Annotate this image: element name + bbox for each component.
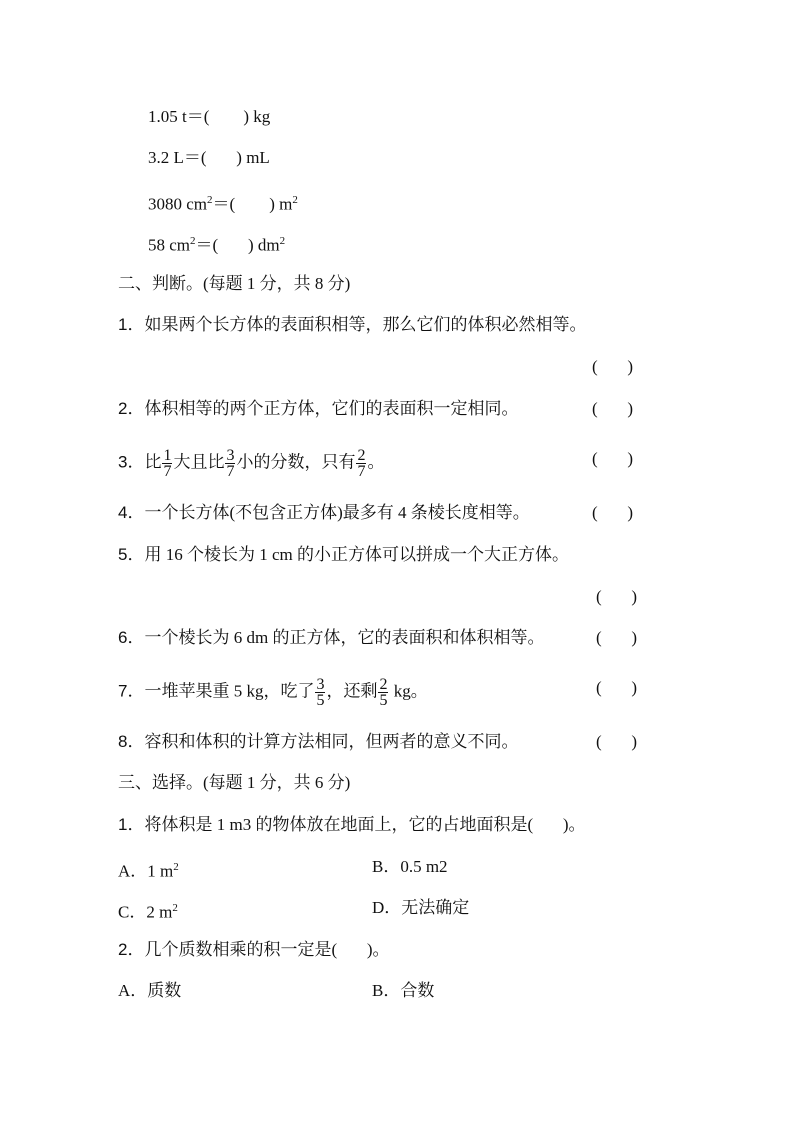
answer-parens-8[interactable]: ( ) <box>596 732 638 751</box>
option-text: C．2 m <box>118 902 173 922</box>
answer-parens-2[interactable]: ( ) <box>592 399 634 418</box>
answer-blank[interactable] <box>218 236 248 255</box>
text: ) m <box>269 194 293 214</box>
item-number: 2． <box>118 940 145 959</box>
conversion-1 <box>148 106 270 128</box>
item-number: 1． <box>118 815 145 834</box>
text: 比 <box>144 452 162 472</box>
denominator: 5 <box>379 692 388 709</box>
item-text: 用 16 个棱长为 1 cm 的小正方体可以拼成一个大正方体。 <box>144 545 569 564</box>
item-text: 几个质数相乘的积一定是( )。 <box>144 940 390 959</box>
choice-question-2 <box>118 939 390 961</box>
text: ＝( <box>195 235 219 255</box>
fraction <box>162 448 172 479</box>
text: ) dm <box>247 235 280 255</box>
conversion-4 <box>148 230 285 257</box>
text: 大且比 <box>173 452 225 472</box>
option-text: A．1 m <box>118 861 174 881</box>
judge-item-6 <box>118 627 544 649</box>
fraction <box>378 677 388 708</box>
text: ) kg <box>243 107 271 126</box>
item-text: 将体积是 1 m3 的物体放在地面上，它的占地面积是( )。 <box>144 815 586 834</box>
exponent: 2 <box>279 235 286 247</box>
judge-item-2 <box>118 398 518 420</box>
option-a[interactable]: A．质数 <box>118 981 182 1000</box>
item-text: 如果两个长方体的表面积相等，那么它们的体积必然相等。 <box>144 315 587 334</box>
item-number: 1． <box>118 315 145 334</box>
judge-item-4 <box>118 502 530 524</box>
item-number: 5． <box>118 545 145 564</box>
fraction <box>225 448 235 479</box>
choice-question-1 <box>118 814 586 836</box>
option-c[interactable] <box>118 897 178 924</box>
numerator: 1 <box>163 447 172 464</box>
item-number: 3． <box>118 452 145 472</box>
text: 58 cm <box>148 235 191 255</box>
item-text: 一个长方体(不包含正方体)最多有 4 条棱长度相等。 <box>144 503 530 522</box>
denominator: 5 <box>316 692 325 709</box>
denominator: 7 <box>226 463 235 480</box>
exponent: 2 <box>207 194 213 206</box>
text: 一堆苹果重 5 kg，吃了 <box>144 681 315 701</box>
option-a[interactable] <box>118 856 179 883</box>
text: ＝( <box>212 194 236 214</box>
answer-parens-7[interactable]: ( ) <box>596 678 638 697</box>
text: 小的分数，只有 <box>236 452 356 472</box>
conversion-3 <box>148 189 298 216</box>
conversion-2 <box>148 147 270 169</box>
answer-blank[interactable] <box>207 148 237 167</box>
exponent: 2 <box>190 235 196 247</box>
text: ) mL <box>236 148 270 167</box>
section-3-title: 三、选择。(每题 1 分，共 6 分) <box>118 773 351 792</box>
text: 。 <box>367 452 385 472</box>
item-number: 4． <box>118 503 145 522</box>
text: 1.05 t＝( <box>148 107 210 126</box>
numerator: 3 <box>316 676 325 693</box>
answer-blank[interactable] <box>209 107 243 126</box>
text: 3.2 L＝( <box>148 148 207 167</box>
numerator: 2 <box>379 676 388 693</box>
item-number: 7． <box>118 681 145 701</box>
item-text: 体积相等的两个正方体，它们的表面积一定相同。 <box>144 399 519 418</box>
option-b[interactable]: B．合数 <box>372 981 435 1000</box>
section-2-title: 二、判断。(每题 1 分，共 8 分) <box>118 274 351 293</box>
item-text: 一个棱长为 6 dm 的正方体，它的表面积和体积相等。 <box>144 628 545 647</box>
judge-item-3 <box>118 448 384 479</box>
answer-parens-6[interactable]: ( ) <box>596 628 638 647</box>
answer-parens-1[interactable]: ( ) <box>592 357 634 376</box>
text: kg。 <box>389 681 428 701</box>
denominator: 7 <box>163 463 172 480</box>
fraction <box>356 448 366 479</box>
exponent: 2 <box>173 861 179 873</box>
judge-item-5 <box>118 544 569 566</box>
text: 3080 cm <box>148 194 208 214</box>
item-number: 2． <box>118 399 145 418</box>
item-number: 6． <box>118 628 145 647</box>
denominator: 7 <box>357 463 366 480</box>
answer-parens-4[interactable]: ( ) <box>592 503 634 522</box>
judge-item-8 <box>118 731 518 753</box>
answer-parens-5[interactable]: ( ) <box>596 587 638 606</box>
fraction <box>315 677 325 708</box>
numerator: 2 <box>357 447 366 464</box>
item-number: 8． <box>118 732 145 751</box>
exponent: 2 <box>292 194 298 206</box>
answer-parens-3[interactable]: ( ) <box>592 449 634 468</box>
option-d[interactable]: D．无法确定 <box>372 898 470 917</box>
text: ，还剩 <box>326 681 378 701</box>
item-text: 容积和体积的计算方法相同，但两者的意义不同。 <box>144 732 519 751</box>
judge-item-7 <box>118 677 428 708</box>
exponent: 2 <box>172 902 178 914</box>
option-b[interactable]: B．0.5 m2 <box>372 857 448 876</box>
judge-item-1 <box>118 314 586 336</box>
answer-blank[interactable] <box>235 195 269 214</box>
numerator: 3 <box>226 447 235 464</box>
